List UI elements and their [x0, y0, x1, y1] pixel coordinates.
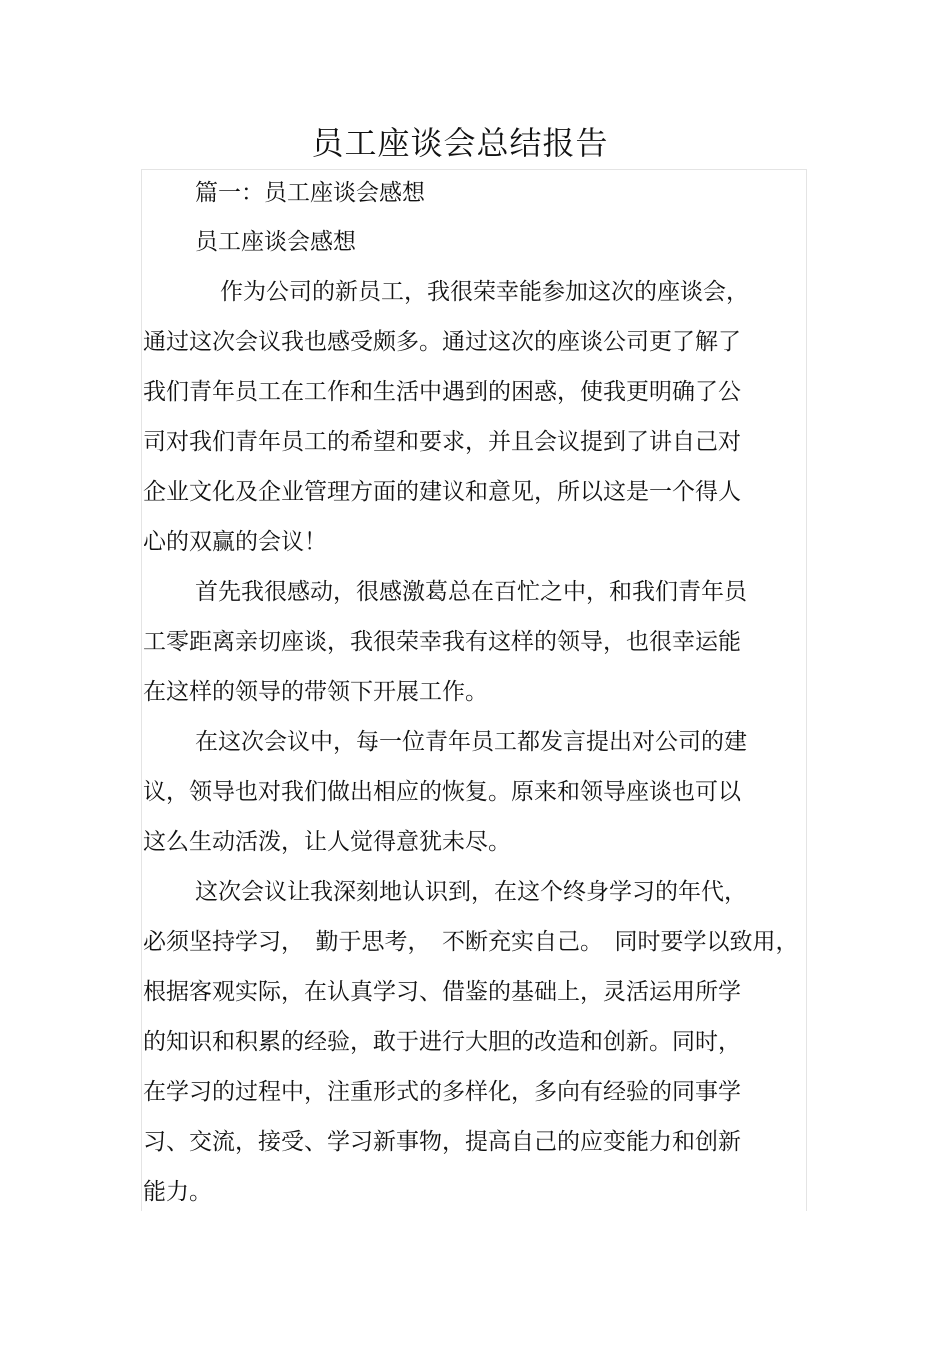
- paragraph-line: 作为公司的新员工，我很荣幸能参加这次的座谈会，: [220, 279, 749, 305]
- paragraph-line: 根据客观实际，在认真学习、借鉴的基础上，灵活运用所学: [143, 979, 741, 1005]
- paragraph-line: 这次会议让我深刻地认识到，在这个终身学习的年代，: [195, 879, 747, 905]
- paragraph-line: 司对我们青年员工的希望和要求，并且会议提到了讲自己对: [143, 429, 741, 455]
- paragraph-line: 能力。: [143, 1179, 212, 1205]
- document-title: 员工座谈会总结报告: [311, 124, 609, 162]
- paragraph-line: 我们青年员工在工作和生活中遇到的困惑，使我更明确了公: [143, 379, 741, 405]
- paragraph-line: 心的双赢的会议！: [143, 529, 327, 555]
- paragraph-line: 在学习的过程中，注重形式的多样化，多向有经验的同事学: [143, 1079, 741, 1105]
- paragraph-line: 首先我很感动，很感激葛总在百忙之中，和我们青年员: [195, 579, 747, 605]
- paragraph-line: 企业文化及企业管理方面的建议和意见，所以这是一个得人: [143, 479, 741, 505]
- paragraph-line: 这么生动活泼，让人觉得意犹未尽。: [143, 829, 511, 855]
- paragraph-line: 议，领导也对我们做出相应的恢复。原来和领导座谈也可以: [143, 779, 741, 805]
- paragraph-line: 工零距离亲切座谈，我很荣幸我有这样的领导，也很幸运能: [143, 629, 741, 655]
- paragraph-line: 的知识和积累的经验，敢于进行大胆的改造和创新。同时，: [143, 1029, 741, 1055]
- article-subtitle: 员工座谈会感想: [195, 229, 356, 255]
- paragraph-line: 通过这次会议我也感受颇多。通过这次的座谈公司更了解了: [143, 329, 741, 355]
- paragraph-line: 习、交流，接受、学习新事物，提高自己的应变能力和创新: [143, 1129, 741, 1155]
- paragraph-line: 在这次会议中，每一位青年员工都发言提出对公司的建: [195, 729, 747, 755]
- paragraph-line: 必须坚持学习， 勤于思考， 不断充实自己。 同时要学以致用，: [143, 929, 799, 955]
- paragraph-line: 在这样的领导的带领下开展工作。: [143, 679, 488, 705]
- section-heading: 篇一：员工座谈会感想: [195, 180, 425, 206]
